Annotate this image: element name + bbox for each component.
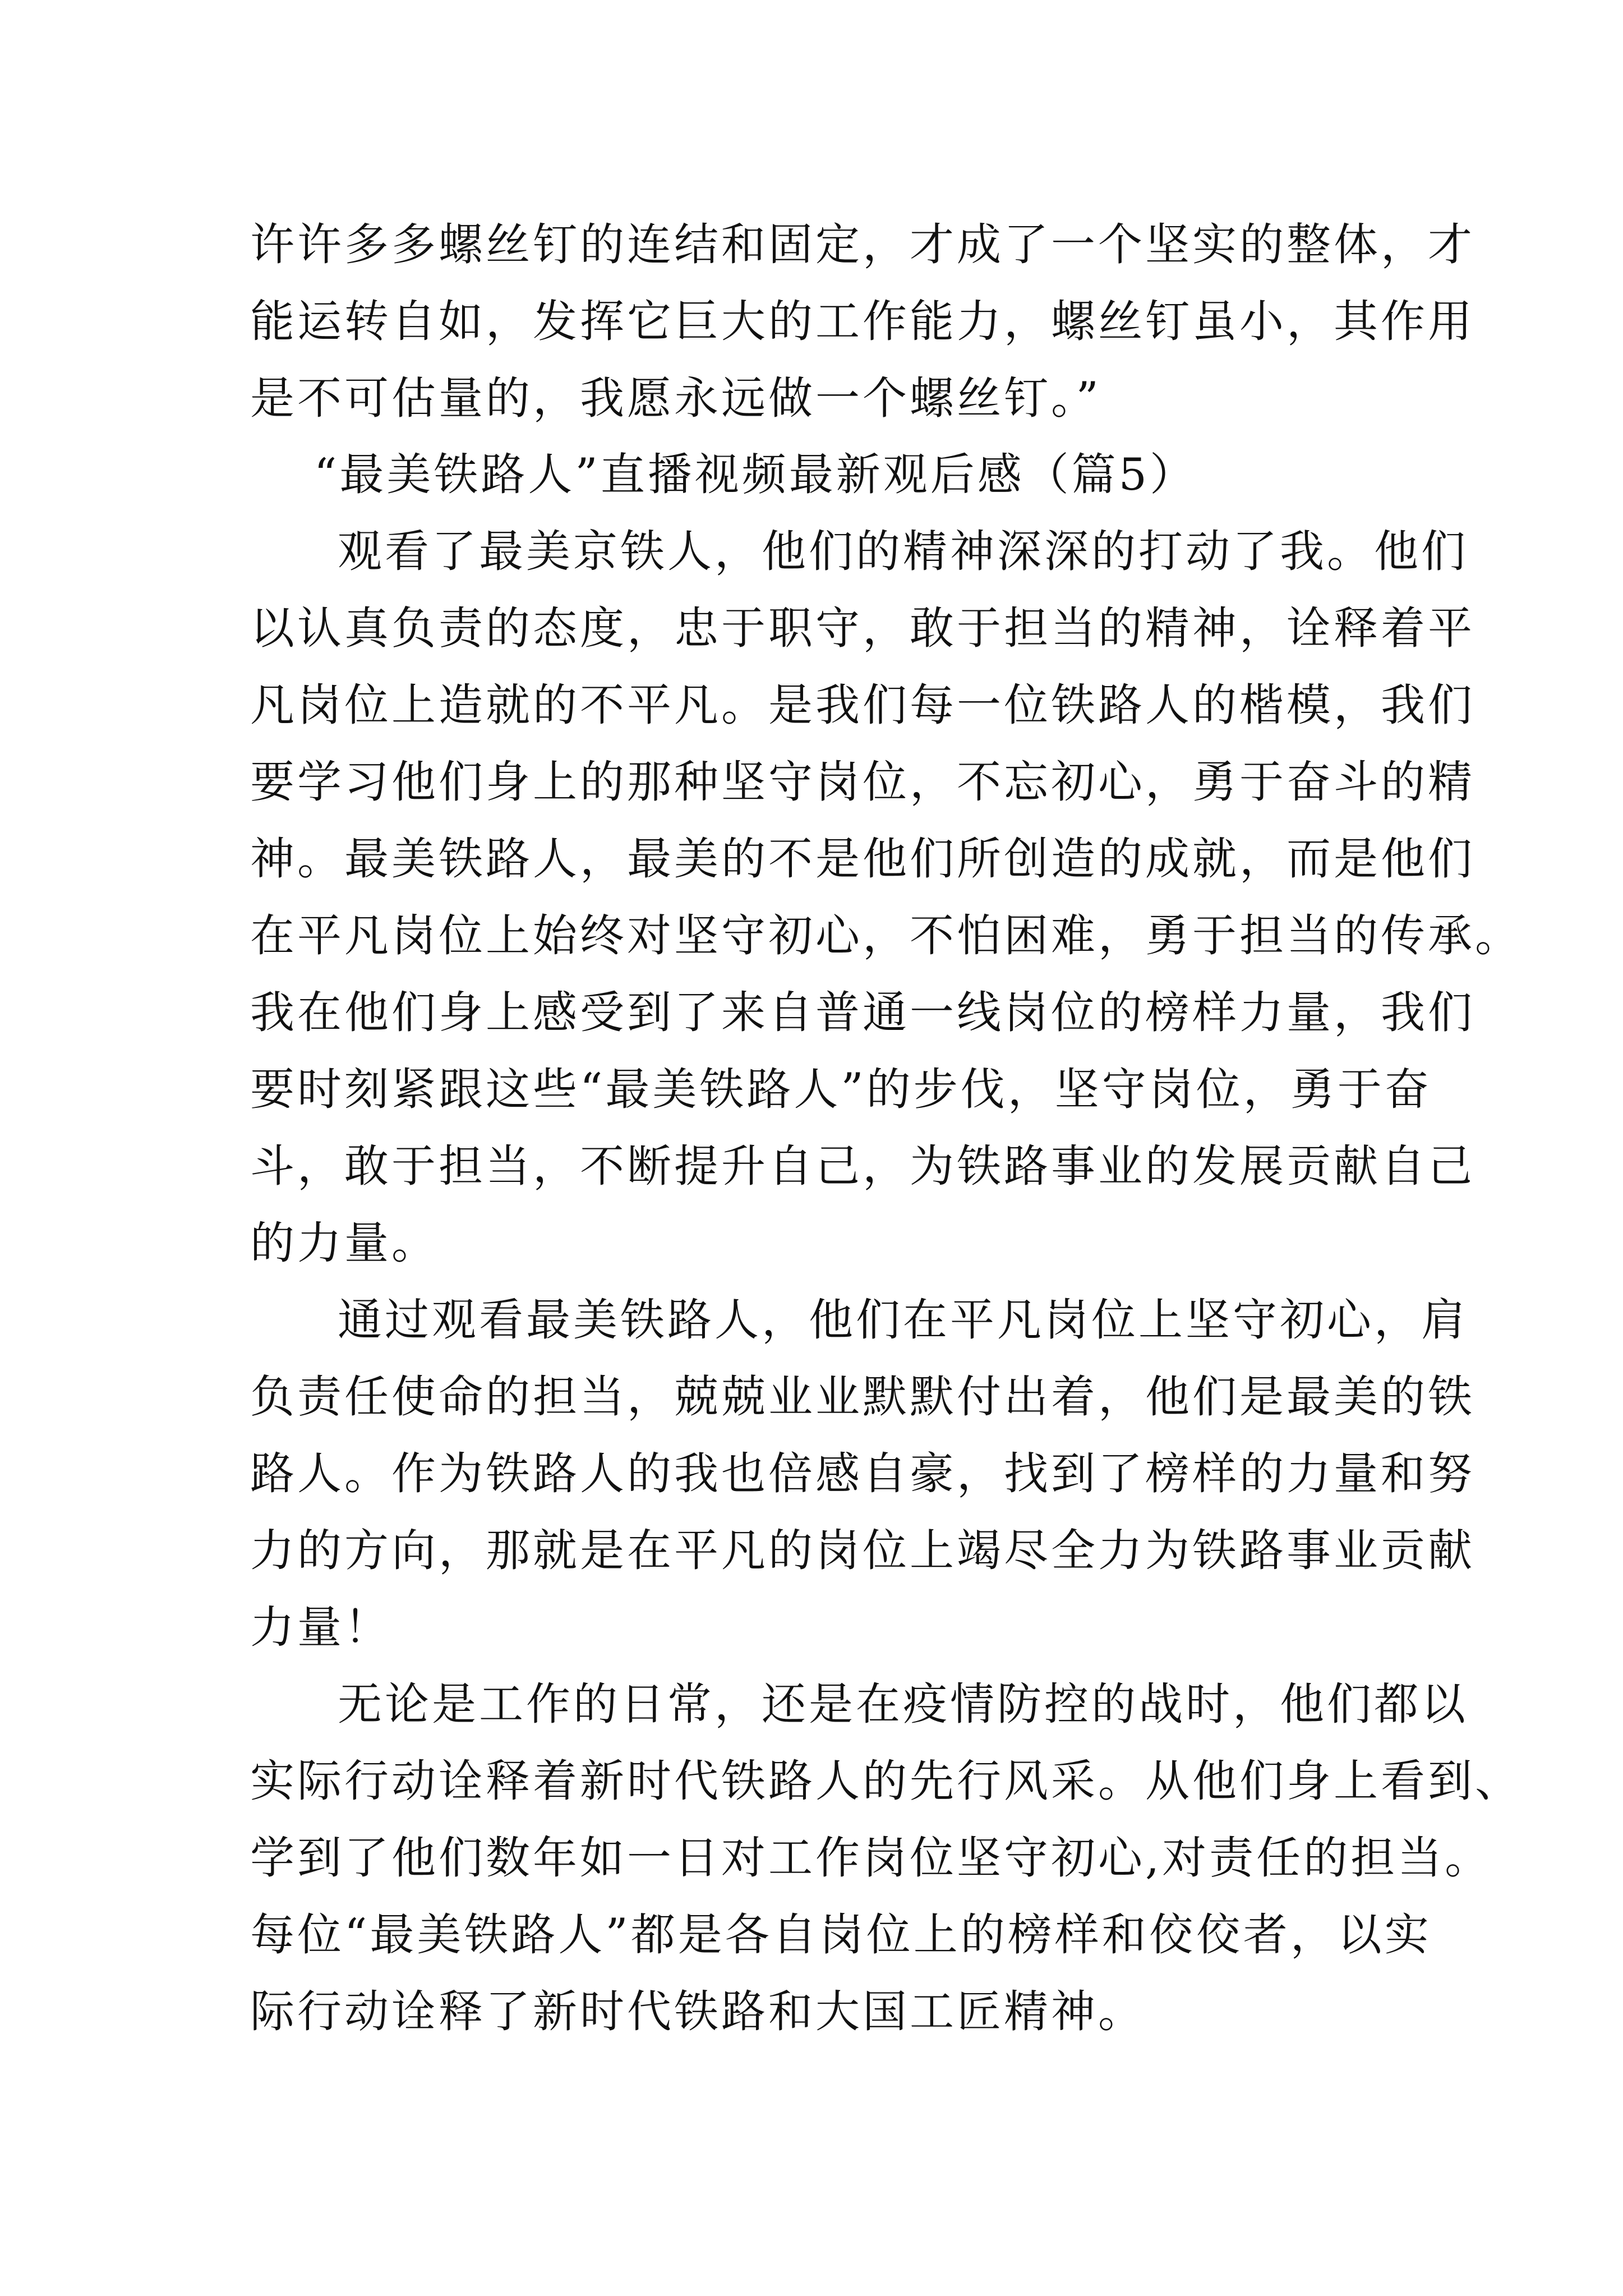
text-line: 许许多多螺丝钉的连结和固定，才成了一个坚实的整体，才 [250, 219, 1475, 270]
text-line: 要学习他们身上的那种坚守岗位，不忘初心，勇于奋斗的精 [250, 756, 1475, 808]
text-line: 斗，敢于担当，不断提升自己，为铁路事业的发展贡献自己 [250, 1140, 1475, 1192]
paragraph-first-line: 观看了最美京铁人，他们的精神深深的打动了我。他们 [338, 526, 1468, 577]
text-line: 路人。作为铁路人的我也倍感自豪，找到了榜样的力量和努 [250, 1448, 1475, 1499]
text-line: 在平凡岗位上始终对坚守初心，不怕困难，勇于担当的传承。 [250, 910, 1522, 961]
text-line: 我在他们身上感受到了来自普通一线岗位的榜样力量，我们 [250, 987, 1475, 1038]
text-line: 神。最美铁路人，最美的不是他们所创造的成就，而是他们 [250, 833, 1475, 885]
text-line: 力的方向，那就是在平凡的岗位上竭尽全力为铁路事业贡献 [250, 1525, 1475, 1576]
text-line: 实际行动诠释着新时代铁路人的先行风采。从他们身上看到、 [250, 1755, 1522, 1807]
text-line: 以认真负责的态度，忠于职守，敢于担当的精神，诠释着平 [250, 602, 1475, 654]
paragraph-first-line: 通过观看最美铁路人，他们在平凡岗位上坚守初心，肩 [338, 1294, 1468, 1346]
text-line: 能运转自如，发挥它巨大的工作能力，螺丝钉虽小，其作用 [250, 296, 1475, 347]
text-line: 要时刻紧跟这些“最美铁路人”的步伐，坚守岗位，勇于奋 [250, 1064, 1432, 1115]
paragraph-first-line: 无论是工作的日常，还是在疫情防控的战时，他们都以 [338, 1678, 1468, 1730]
text-line: 力量！ [250, 1602, 391, 1653]
text-line: 是不可估量的，我愿永远做一个螺丝钉。” [250, 372, 1101, 424]
text-line: 际行动诠释了新时代铁路和大国工匠精神。 [250, 1986, 1145, 2037]
text-line: 负责任使命的担当，兢兢业业默默付出着，他们是最美的铁 [250, 1371, 1475, 1423]
text-line: 的力量。 [250, 1217, 439, 1269]
text-line: 学到了他们数年如一日对工作岗位坚守初心,对责任的担当。 [250, 1832, 1492, 1884]
text-line: 每位“最美铁路人”都是各自岗位上的榜样和佼佼者，以实 [250, 1909, 1432, 1961]
text-line: 凡岗位上造就的不平凡。是我们每一位铁路人的楷模，我们 [250, 679, 1475, 731]
section-heading: “最美铁路人”直播视频最新观后感（篇5） [314, 449, 1197, 500]
